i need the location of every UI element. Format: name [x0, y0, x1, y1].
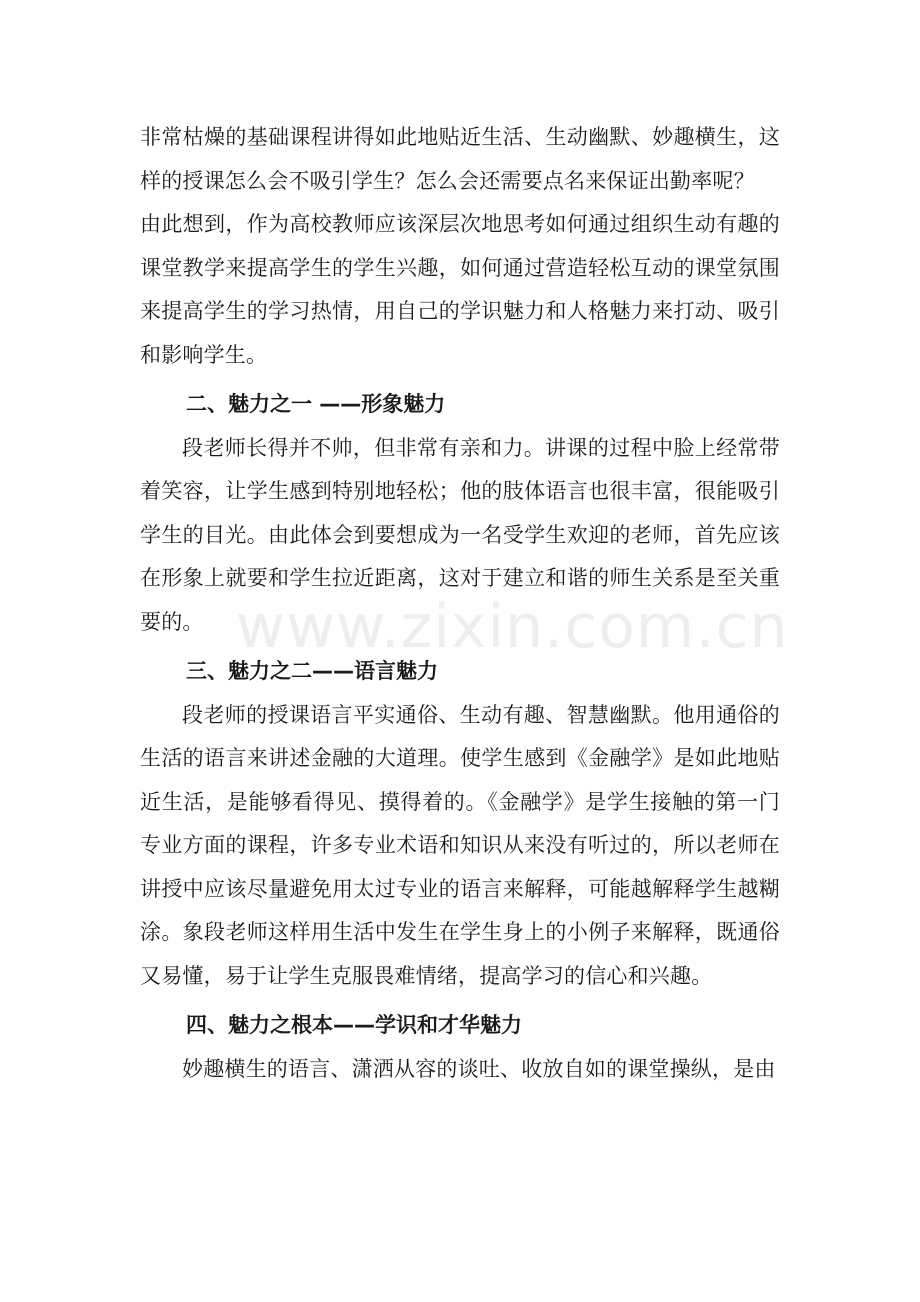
watermark: www.zixin.com.cn [236, 592, 789, 662]
paragraph-knowledge-charm: 妙趣横生的语言、潇洒从容的谈吐、收放自如的课堂操纵，是由 [182, 1056, 776, 1081]
paragraph-image-charm: 段老师长得并不帅，但非常有亲和力。讲课的过程中脸上经常带着笑容，让学生感到特别地轻松；他的肢体语言也很丰富，很能吸引学生的目光。由此体会到要想成为一名受学生欢迎的老师，首先应该在形象上就要和学生拉近距离，这对于建立和谐的师生关系是至关重要的。 [140, 435, 780, 634]
section-heading-language-charm: 三、魅力之二——语言魅力 [186, 659, 438, 683]
paragraph-intro-end: 非常枯燥的基础课程讲得如此地贴近生活、生动幽默、妙趣横生，这样的授课怎么会不吸引学生？怎么会还需要点名来保证出勤率呢？ [140, 125, 780, 193]
section-heading-image-charm: 二、魅力之一 ——形象魅力 [186, 392, 446, 416]
paragraph-reflection: 由此想到，作为高校教师应该深层次地思考如何通过组织生动有趣的课堂教学来提高学生的学生兴趣，如何通过营造轻松互动的课堂氛围来提高学生的学习热情，用自己的学识魅力和人格魅力来打动、吸引和影响学生。 [140, 212, 780, 367]
document-body [140, 116, 780, 1091]
section-heading-knowledge-charm: 四、魅力之根本——学识和才华魅力 [186, 1013, 522, 1037]
paragraph-language-charm: 段老师的授课语言平实通俗、生动有趣、智慧幽默。他用通俗的生活的语言来讲述金融的大道理。使学生感到《金融学》是如此地贴近生活，是能够看得见、摸得着的。《金融学》是学生接触的第一门专业方面的课程，许多专业术语和知识从来没有听过的，所以老师在讲授中应该尽量避免用太过专业的语言来解释，可能越解释学生越糊涂。象段老师这样用生活中发生在学生身上的小例子来解释，既通俗又易懂，易于让学生克服畏难情绪，提高学习的信心和兴趣。 [140, 702, 780, 988]
